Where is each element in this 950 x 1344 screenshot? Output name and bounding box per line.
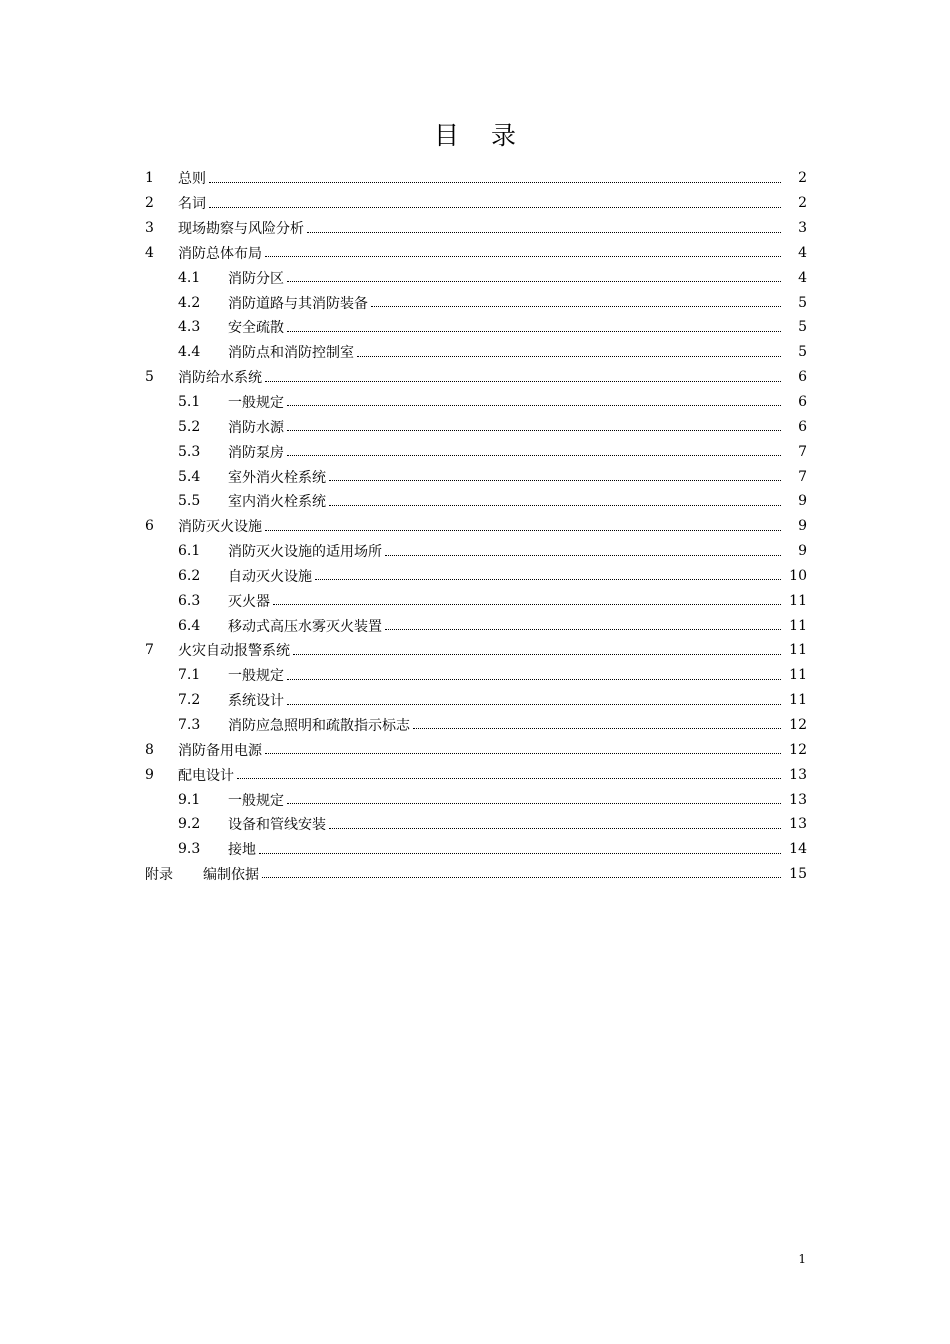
toc-entry-number: 5.3: [178, 443, 201, 460]
toc-entry-page: 7: [798, 468, 807, 485]
toc-entry-number: 5.2: [178, 418, 201, 435]
toc-entry-page: 9: [798, 493, 807, 510]
toc-entry-number: 1: [145, 170, 154, 187]
toc-entry-label: 编制依据: [203, 867, 259, 884]
toc-entry-number: 6.4: [178, 617, 201, 634]
toc-dot-leader: [265, 752, 781, 754]
toc-entry-page: 6: [798, 394, 807, 411]
toc-entry-label: 消防备用电源: [178, 742, 262, 759]
toc-entry-page: 12: [789, 741, 807, 758]
toc-entry[interactable]: [145, 713, 807, 738]
toc-entry-page: 14: [789, 841, 807, 858]
toc-dot-leader: [315, 578, 781, 580]
toc-entry[interactable]: [145, 514, 807, 539]
toc-entry-label: 消防泵房: [228, 444, 284, 461]
toc-entry-label: 一般规定: [228, 792, 284, 809]
toc-entry-label: 现场勘察与风险分析: [178, 221, 304, 238]
toc-entry-label: 灭火器: [228, 593, 270, 610]
toc-entry[interactable]: [145, 489, 807, 514]
toc-entry[interactable]: [145, 265, 807, 290]
toc-entry-page: 5: [798, 319, 807, 336]
toc-dot-leader: [287, 703, 781, 705]
toc-dot-leader: [287, 280, 781, 282]
toc-entry[interactable]: [145, 191, 807, 216]
toc-dot-leader: [237, 777, 781, 779]
toc-entry-page: 6: [798, 369, 807, 386]
toc-entry[interactable]: [145, 241, 807, 266]
toc-dot-leader: [287, 454, 781, 456]
toc-entry[interactable]: [145, 688, 807, 713]
toc-entry-label: 安全疏散: [228, 320, 284, 337]
toc-entry-number: 7.2: [178, 692, 201, 709]
toc-dot-leader: [262, 876, 781, 878]
toc-entry-label: 接地: [228, 842, 256, 859]
toc-entry-number: 3: [145, 220, 154, 237]
toc-entry-page: 9: [798, 543, 807, 560]
toc-entry[interactable]: [145, 862, 807, 887]
toc-entry-label: 消防灭火设施: [178, 519, 262, 536]
toc-entry-page: 12: [789, 716, 807, 733]
toc-dot-leader: [265, 529, 781, 531]
toc-entry-label: 一般规定: [228, 395, 284, 412]
toc-entry-page: 4: [798, 269, 807, 286]
toc-entry-number: 8: [145, 741, 154, 758]
toc-entry-label: 消防应急照明和疏散指示标志: [228, 717, 410, 734]
toc-dot-leader: [307, 231, 781, 233]
toc-dot-leader: [329, 504, 781, 506]
toc-entry-number: 5: [145, 369, 154, 386]
toc-entry-number: 6.1: [178, 543, 201, 560]
toc-entry-number: 5.1: [178, 394, 201, 411]
toc-entry-label: 一般规定: [228, 668, 284, 685]
toc-entry-page: 6: [798, 418, 807, 435]
toc-entry-label: 消防道路与其消防装备: [228, 295, 368, 312]
toc-entry-number: 7: [145, 642, 154, 659]
toc-entry[interactable]: [145, 613, 807, 638]
toc-entry-number: 4.4: [178, 344, 201, 361]
toc-entry[interactable]: [145, 638, 807, 663]
toc-entry[interactable]: [145, 588, 807, 613]
toc-entry-label: 自动灭火设施: [228, 568, 312, 585]
toc-entry-label: 室外消火栓系统: [228, 469, 326, 486]
toc-entry-number: 9.3: [178, 841, 201, 858]
toc-entry-page: 15: [789, 866, 807, 883]
toc-entry-label: 消防总体布局: [178, 245, 262, 262]
toc-entry-label: 消防分区: [228, 270, 284, 287]
toc-entry-page: 2: [798, 195, 807, 212]
toc-entry-number: 7.3: [178, 716, 201, 733]
toc-dot-leader: [265, 255, 781, 257]
toc-entry[interactable]: [145, 340, 807, 365]
toc-entry-number: 9.2: [178, 816, 201, 833]
toc-entry-label: 消防给水系统: [178, 370, 262, 387]
toc-entry-page: 9: [798, 518, 807, 535]
toc-entry-page: 13: [789, 816, 807, 833]
toc-entry[interactable]: [145, 464, 807, 489]
toc-entry[interactable]: [145, 439, 807, 464]
toc-entry-page: 13: [789, 791, 807, 808]
toc-entry-label: 室内消火栓系统: [228, 494, 326, 511]
toc-entry-label: 移动式高压水雾灭火装置: [228, 618, 382, 635]
toc-dot-leader: [287, 678, 781, 680]
toc-entry-page: 3: [798, 220, 807, 237]
toc-entry-number: 4.2: [178, 294, 201, 311]
toc-entry[interactable]: [145, 365, 807, 390]
toc-dot-leader: [287, 330, 781, 332]
page-number: 1: [798, 1252, 806, 1266]
toc-entry[interactable]: [145, 539, 807, 564]
toc-entry-page: 11: [789, 592, 807, 609]
page-title: 目 录: [434, 121, 528, 150]
toc-entry-page: 5: [798, 294, 807, 311]
toc-entry-page: 11: [789, 617, 807, 634]
toc-dot-leader: [385, 628, 781, 630]
toc-entry-label: 总则: [178, 171, 206, 188]
toc-dot-leader: [287, 429, 781, 431]
toc-entry-label: 火灾自动报警系统: [178, 643, 290, 660]
toc-entry-number: 5.5: [178, 493, 201, 510]
toc-entry-page: 7: [798, 443, 807, 460]
toc-entry[interactable]: [145, 290, 807, 315]
toc-dot-leader: [357, 355, 781, 357]
toc-dot-leader: [329, 827, 781, 829]
toc-entry-number: 6.2: [178, 567, 201, 584]
toc-dot-leader: [287, 404, 781, 406]
toc-dot-leader: [209, 206, 781, 208]
toc-dot-leader: [259, 852, 781, 854]
toc-dot-leader: [413, 727, 781, 729]
toc-entry-label: 名词: [178, 196, 206, 213]
toc-entry-number: 9.1: [178, 791, 201, 808]
toc-entry-number: 6: [145, 518, 154, 535]
toc-entry[interactable]: [145, 787, 807, 812]
toc-entry-number: 附录: [145, 867, 173, 884]
toc-entry[interactable]: [145, 812, 807, 837]
toc-dot-leader: [209, 181, 781, 183]
toc-entry-number: 4: [145, 244, 154, 261]
toc-entry-number: 5.4: [178, 468, 201, 485]
toc-entry[interactable]: [145, 737, 807, 762]
toc-dot-leader: [287, 802, 781, 804]
toc-entry-page: 13: [789, 766, 807, 783]
toc-entry-page: 11: [789, 692, 807, 709]
toc-entry-page: 2: [798, 170, 807, 187]
toc-entry[interactable]: [145, 663, 807, 688]
toc-entry-page: 11: [789, 642, 807, 659]
toc-entry-label: 消防点和消防控制室: [228, 345, 354, 362]
toc-entry[interactable]: [145, 414, 807, 439]
toc-entry[interactable]: [145, 564, 807, 589]
toc-entry[interactable]: [145, 762, 807, 787]
toc-entry[interactable]: [145, 837, 807, 862]
toc-entry-number: 7.1: [178, 667, 201, 684]
toc-dot-leader: [385, 554, 781, 556]
toc-entry-number: 2: [145, 195, 154, 212]
toc-entry[interactable]: [145, 390, 807, 415]
toc-entry-label: 配电设计: [178, 767, 234, 784]
toc-entry-number: 6.3: [178, 592, 201, 609]
toc-dot-leader: [273, 603, 781, 605]
toc-dot-leader: [371, 305, 781, 307]
toc-entry-page: 4: [798, 244, 807, 261]
toc-entry-label: 消防水源: [228, 419, 284, 436]
toc-dot-leader: [265, 380, 781, 382]
toc-entry-number: 4.1: [178, 269, 201, 286]
toc-entry-page: 5: [798, 344, 807, 361]
table-of-contents: [145, 166, 807, 886]
toc-entry-number: 9: [145, 766, 154, 783]
toc-dot-leader: [329, 479, 781, 481]
toc-entry-number: 4.3: [178, 319, 201, 336]
toc-entry[interactable]: [145, 216, 807, 241]
toc-entry-label: 消防灭火设施的适用场所: [228, 544, 382, 561]
toc-entry-label: 设备和管线安装: [228, 817, 326, 834]
toc-entry[interactable]: [145, 315, 807, 340]
toc-entry-page: 11: [789, 667, 807, 684]
toc-entry[interactable]: [145, 166, 807, 191]
toc-entry-label: 系统设计: [228, 693, 284, 710]
toc-entry-page: 10: [789, 567, 807, 584]
toc-dot-leader: [293, 653, 781, 655]
